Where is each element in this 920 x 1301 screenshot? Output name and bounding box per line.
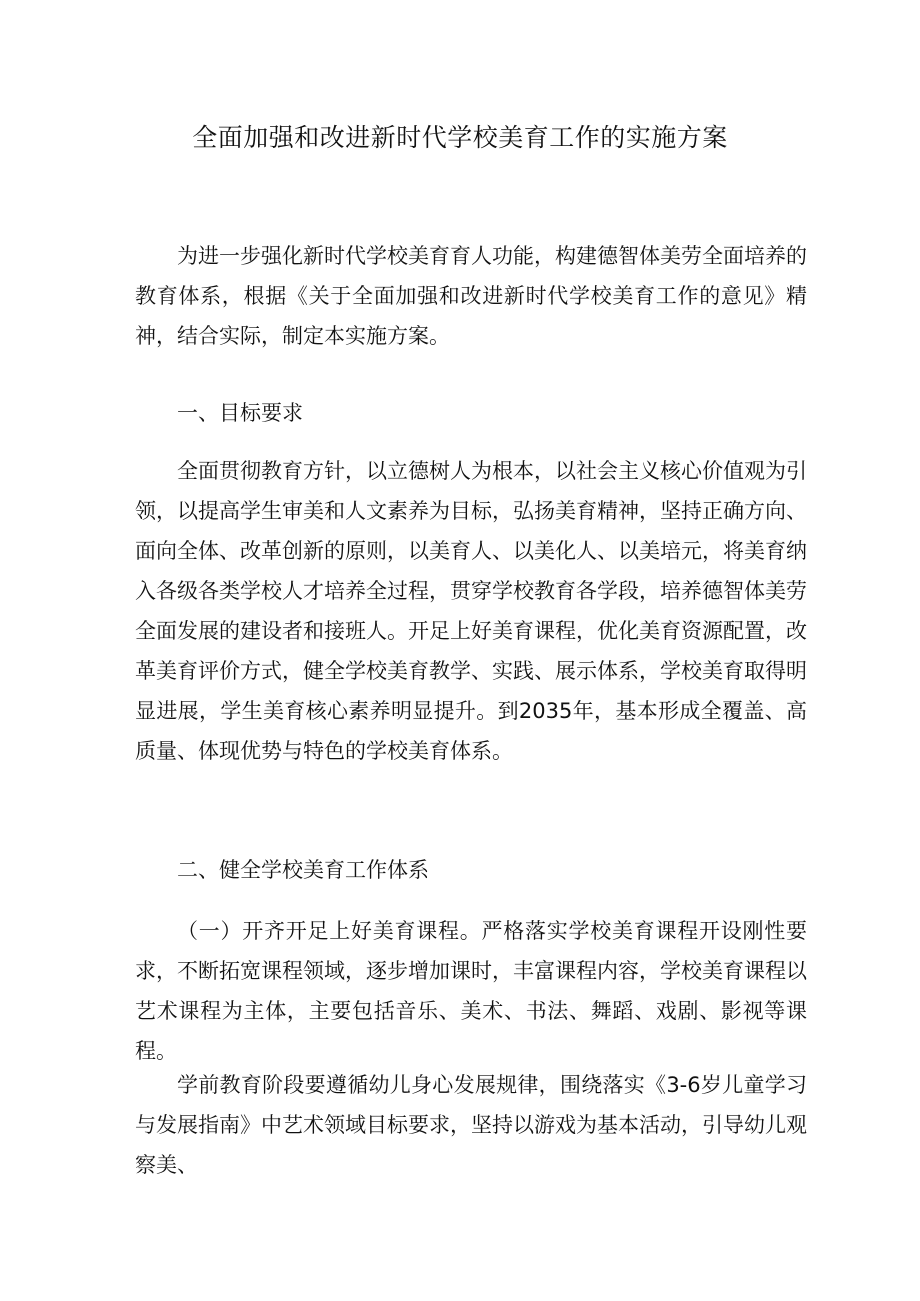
section-heading-system: 二、健全学校美育工作体系 (177, 858, 429, 882)
section-paragraph-courses: （一）开齐开足上好美育课程。严格落实学校美育课程开设刚性要求，不断拓宽课程领域，逐步增加课时，丰富课程内容，学校美育课程以艺术课程为主体，主要包括音乐、美术、书法、舞蹈、戏剧、影视等课程。 (135, 919, 807, 1063)
document-title: 全面加强和改进新时代学校美育工作的实施方案 (192, 123, 728, 152)
section-paragraph-preschool: 学前教育阶段要遵循幼儿身心发展规律，围绕落实《3-6岁儿童学习与发展指南》中艺术领域目标要求，坚持以游戏为基本活动，引导幼儿观察美、 (135, 1073, 807, 1177)
intro-paragraph: 为进一步强化新时代学校美育育人功能，构建德智体美劳全面培养的教育体系，根据《关于全面加强和改进新时代学校美育工作的意见》精神，结合实际，制定本实施方案。 (135, 244, 807, 348)
section-paragraph-goals: 全面贯彻教育方针，以立德树人为根本，以社会主义核心价值观为引领，以提高学生审美和人文素养为目标，弘扬美育精神，坚持正确方向、面向全体、改革创新的原则，以美育人、以美化人、以美培元，将美育纳入各级各类学校人才培养全过程，贯穿学校教育各学段，培养德智体美劳全面发展的建设者和接班人。开足上好美育课程，优化美育资源配置，改革美育评价方式，健全学校美育教学、实践、展示体系，学校美育取得明显进展，学生美育核心素养明显提升。到2035年，基本形成全覆盖、高质量、体现优势与特色的学校美育体系。 (135, 459, 807, 763)
section-heading-goals: 一、目标要求 (177, 401, 303, 425)
